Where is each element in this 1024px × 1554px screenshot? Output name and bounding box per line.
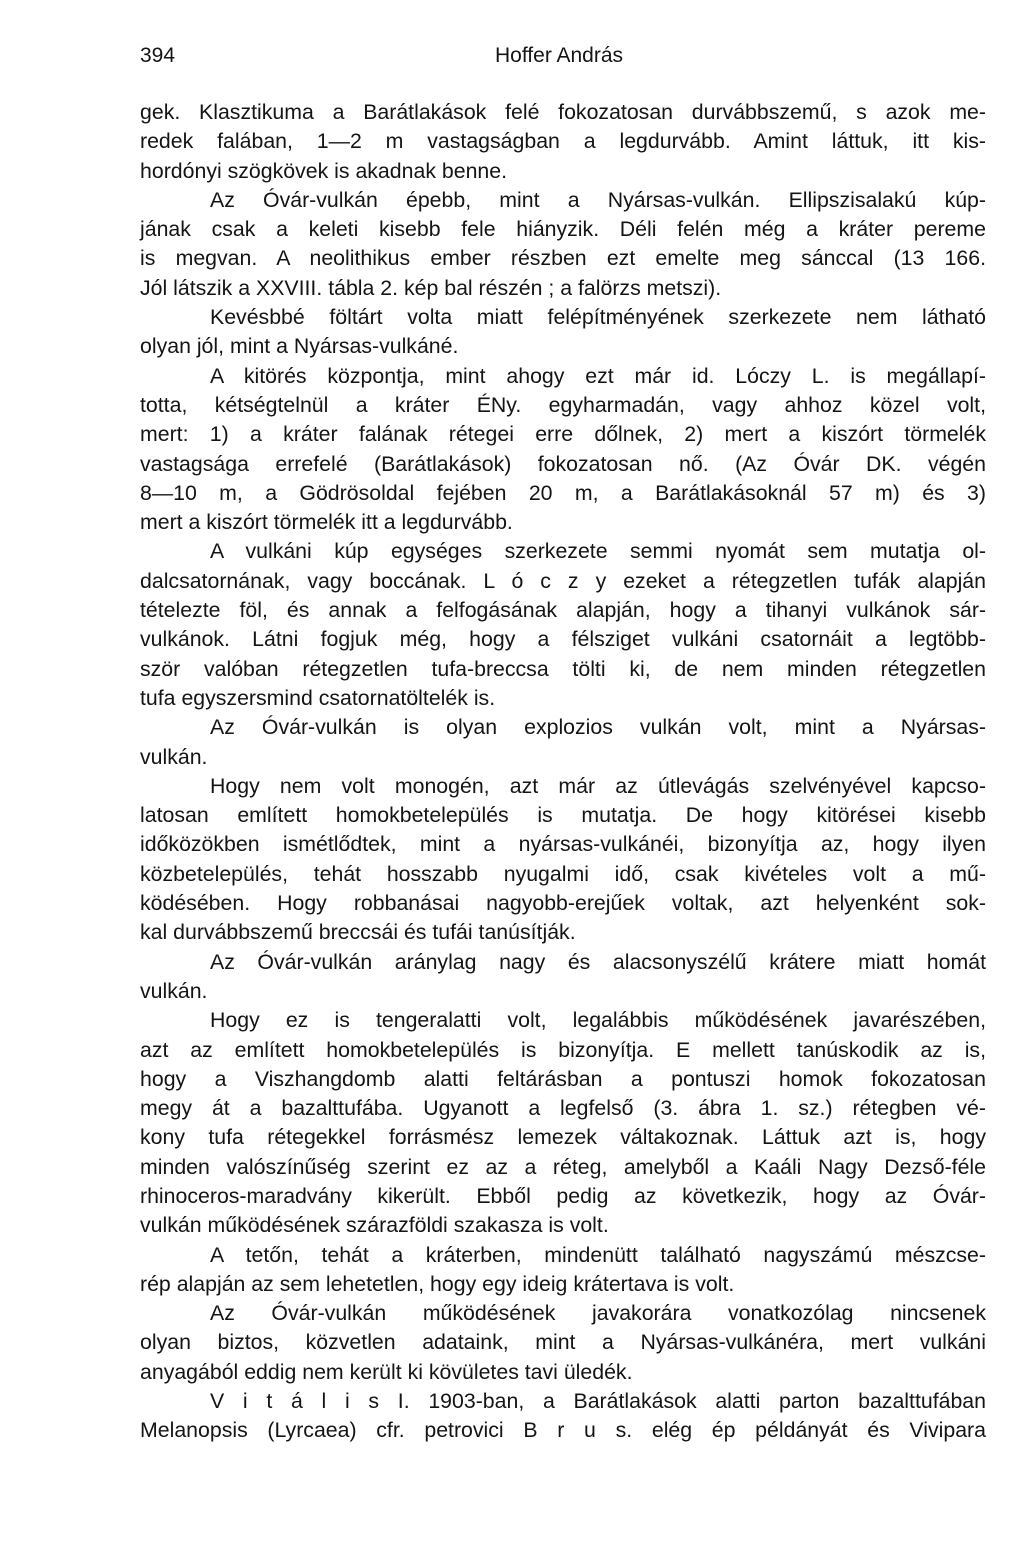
- text-line: Hogy ez is tengeralatti volt, legalábbis működésének javarészében,: [210, 1008, 986, 1033]
- text-line: azt az említett homokbetelepülés is bizonyítja. E mellett tanúskodik az is,: [140, 1037, 986, 1062]
- page-header: [140, 44, 984, 74]
- text-line: jának csak a keleti kisebb fele hiányzik. Déli felén még a kráter pereme: [140, 217, 986, 242]
- text-line: dalcsatornának, vagy boccának. L ó c z y ezeket a rétegzetlen tufák alapján: [140, 568, 986, 593]
- text-line: Az Óvár-vulkán működésének javakorára vonatkozólag nincsenek: [210, 1301, 986, 1326]
- text-line: tufa egyszersmind csatornatöltelék is.: [140, 685, 496, 710]
- text-line: A tetőn, tehát a kráterben, mindenütt található nagyszámú mészcse-: [210, 1242, 986, 1267]
- text-line: Az Óvár-vulkán aránylag nagy és alacsonyszélű krátere miatt homát: [210, 949, 986, 974]
- text-line: Az Óvár-vulkán is olyan explozios vulkán volt, mint a Nyársas-: [210, 715, 986, 740]
- text-line: hogy a Viszhangdomb alatti feltárásban a pontuszi homok fokozatosan: [140, 1066, 986, 1091]
- text-line: rép alapján az sem lehetetlen, hogy egy ideig krátertava is volt.: [140, 1271, 735, 1296]
- text-line: redek falában, 1—2 m vastagságban a legdurvább. Amint láttuk, itt kis-: [140, 129, 986, 154]
- text-line: időközökben ismétlődtek, mint a nyársas-vulkánéi, bizonyítja az, hogy ilyen: [140, 832, 986, 857]
- text-line: minden valószínűség szerint ez az a réteg, amelyből a Kaáli Nagy Dezső-féle: [140, 1154, 986, 1179]
- text-line: kony tufa rétegekkel forrásmész lemezek váltakoznak. Láttuk azt is, hogy: [140, 1125, 986, 1150]
- text-line: vulkán működésének szárazföldi szakasza is volt.: [140, 1213, 609, 1238]
- text-line: megy át a bazalttufába. Ugyanott a legfelső (3. ábra 1. sz.) rétegben vé-: [140, 1096, 986, 1121]
- text-line: mert a kiszórt törmelék itt a legdurvább.: [140, 510, 513, 535]
- text-line: mert: 1) a kráter falának rétegei erre dőlnek, 2) mert a kiszórt törmelék: [140, 422, 986, 447]
- text-line: vulkán.: [140, 744, 208, 769]
- text-line: totta, kétségtelnül a kráter ÉNy. egyharmadán, vagy ahhoz közel volt,: [140, 392, 986, 417]
- page-number: 394: [140, 44, 176, 67]
- text-line: kal durvábbszemű breccsái és tufái tanúsítják.: [140, 920, 576, 945]
- text-line: vulkán.: [140, 978, 208, 1003]
- text-line: Kevésbbé föltárt volta miatt felépítményének szerkezete nem látható: [210, 305, 986, 330]
- text-line: Az Óvár-vulkán épebb, mint a Nyársas-vulkán. Ellipszisalakú kúp-: [210, 187, 986, 212]
- text-line: 8—10 m, a Gödrösoldal fejében 20 m, a Barátlakásoknál 57 m) és 3): [140, 480, 986, 505]
- text-line: olyan jól, mint a Nyársas-vulkáné.: [140, 334, 459, 359]
- text-line: is megvan. A neolithikus ember részben ezt emelte meg sánccal (13 166.: [140, 246, 986, 271]
- text-line: Melanopsis (Lyrcaea) cfr. petrovici B r u s. elég ép példányát és Vivipara: [140, 1418, 986, 1443]
- text-line: ször valóban rétegzetlen tufa-breccsa tölti ki, de nem minden rétegzetlen: [140, 656, 986, 681]
- text-line: tételezte föl, és annak a felfogásának alapján, hogy a tihanyi vulkánok sár-: [140, 598, 986, 623]
- text-line: közbetelepülés, tehát hosszabb nyugalmi idő, csak kivételes volt a mű-: [140, 861, 986, 886]
- text-line: olyan biztos, közvetlen adataink, mint a Nyársas-vulkánéra, mert vulkáni: [140, 1330, 986, 1355]
- text-line: latosan említett homokbetelepülés is mutatja. De hogy kitörései kisebb: [140, 803, 986, 828]
- text-line: ködésében. Hogy robbanásai nagyobb-erejűek voltak, azt helyenként sok-: [140, 891, 986, 916]
- text-line: Hogy nem volt monogén, azt már az útlevágás szelvényével kapcso-: [210, 773, 986, 798]
- text-line: gek. Klasztikuma a Barátlakások felé fokozatosan durvábbszemű, s azok me-: [140, 100, 986, 124]
- text-line: anyagából eddig nem került ki kövületes tavi üledék.: [140, 1359, 633, 1384]
- text-line: vastagsága errefelé (Barátlakások) fokozatosan nő. (Az Óvár DK. végén: [140, 451, 986, 476]
- text-line: vulkánok. Látni fogjuk még, hogy a félsziget vulkáni csatornáit a legtöbb-: [140, 627, 986, 652]
- text-line: A vulkáni kúp egységes szerkezete semmi nyomát sem mutatja ol-: [210, 539, 986, 564]
- text-line: V i t á l i s I. 1903-ban, a Barátlakások alatti parton bazalttufában: [210, 1389, 986, 1414]
- text-line: Jól látszik a XXVIII. tábla 2. kép bal részén ; a falörzs metszi).: [140, 275, 722, 300]
- text-line: rhinoceros-maradvány kikerült. Ebből pedig az következik, hogy az Óvár-: [140, 1183, 986, 1208]
- body-text: [140, 98, 986, 1446]
- running-title: Hoffer András: [495, 44, 624, 67]
- text-line: hordónyi szögkövek is akadnak benne.: [140, 158, 508, 183]
- text-line: A kitörés központja, mint ahogy ezt már id. Lóczy L. is megállapí-: [210, 363, 986, 388]
